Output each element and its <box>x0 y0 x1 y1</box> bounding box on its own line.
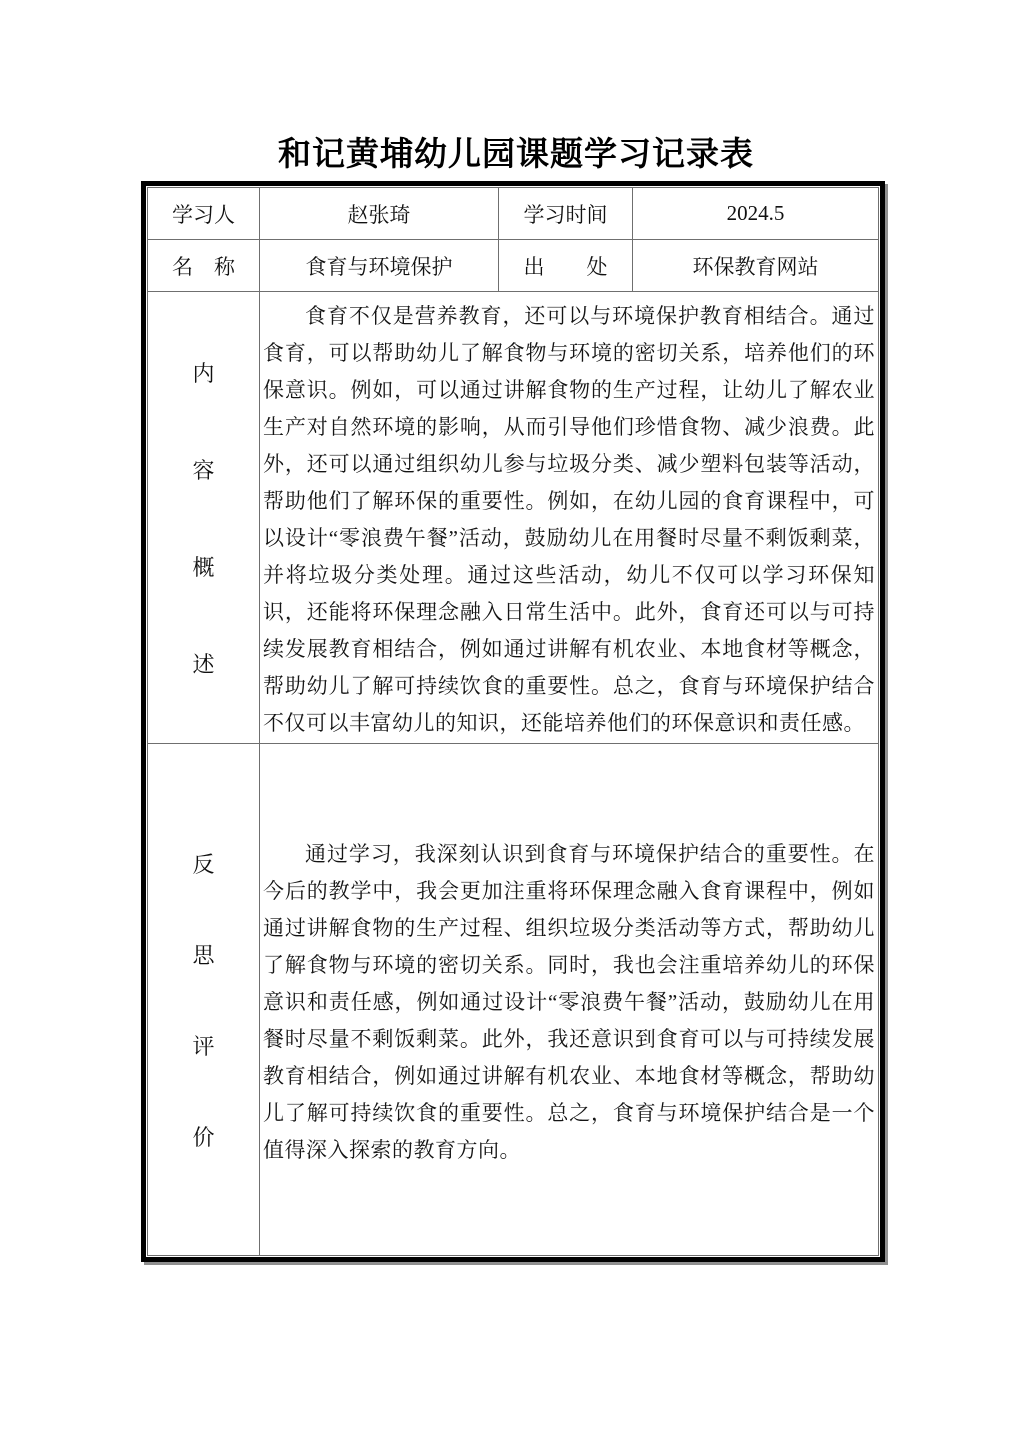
reflection-label-char: 评 <box>192 1033 215 1059</box>
source-value: 环保教育网站 <box>633 240 879 292</box>
name-label: 名 称 <box>148 240 260 292</box>
table-row-content-summary <box>148 292 879 744</box>
name-value: 食育与环境保护 <box>260 240 499 292</box>
content-summary-label-char: 容 <box>192 457 215 483</box>
content-summary-cell <box>260 292 879 744</box>
reflection-label-cell <box>148 744 260 1256</box>
reflection-cell <box>260 744 879 1256</box>
content-summary-label-char: 述 <box>192 651 215 677</box>
reflection-label <box>148 744 259 1255</box>
table-row-learner <box>148 188 879 240</box>
content-summary-text: 食育不仅是营养教育，还可以与环境保护教育相结合。通过食育，可以帮助幼儿了解食物与环境的密切关系，培养他们的环保意识。例如，可以通过讲解食物的生产过程，让幼儿了解农业生产对自然环境的影响，从而引导他们珍惜食物、减少浪费。此外，还可以通过组织幼儿参与垃圾分类、减少塑料包装等活动，帮助他们了解环保的重要性。例如，在幼儿园的食育课程中，可以设计“零浪费午餐”活动，鼓励幼儿在用餐时尽量不剩饭剩菜，并将垃圾分类处理。通过这些活动，幼儿不仅可以学习环保知识，还能将环保理念融入日常生活中。此外，食育还可以与可持续发展教育相结合，例如通过讲解有机农业、本地食材等概念，帮助幼儿了解可持续饮食的重要性。总之，食育与环境保护结合不仅可以丰富幼儿的知识，还能培养他们的环保意识和责任感。 <box>263 304 875 735</box>
reflection-text: 通过学习，我深刻认识到食育与环境保护结合的重要性。在今后的教学中，我会更加注重将环保理念融入食育课程中，例如通过讲解食物的生产过程、组织垃圾分类活动等方式，帮助幼儿了解食物与环境的密切关系。同时，我也会注重培养幼儿的环保意识和责任感，例如通过设计“零浪费午餐”活动，鼓励幼儿在用餐时尽量不剩饭剩菜。此外，我还意识到食育可以与可持续发展教育相结合，例如通过讲解有机农业、本地食材等概念，帮助幼儿了解可持续饮食的重要性。总之，食育与环境保护结合是一个值得深入探索的教育方向。 <box>263 841 875 1162</box>
record-table <box>147 187 879 1256</box>
reflection-label-char: 思 <box>192 942 215 968</box>
learner-value: 赵张琦 <box>260 188 499 240</box>
content-summary-label <box>148 292 259 743</box>
record-table-frame <box>141 181 885 1262</box>
source-label: 出 处 <box>499 240 633 292</box>
content-summary-label-char: 内 <box>192 360 215 386</box>
study-time-label: 学习时间 <box>499 188 633 240</box>
reflection-label-char: 价 <box>192 1124 215 1150</box>
study-time-value: 2024.5 <box>633 188 879 240</box>
reflection-label-char: 反 <box>192 851 215 877</box>
table-row-name <box>148 240 879 292</box>
table-row-reflection <box>148 744 879 1256</box>
learner-label: 学习人 <box>148 188 260 240</box>
page-title: 和记黄埔幼儿园课题学习记录表 <box>278 135 754 172</box>
content-summary-label-cell <box>148 292 260 744</box>
content-summary-label-char: 概 <box>192 554 215 580</box>
